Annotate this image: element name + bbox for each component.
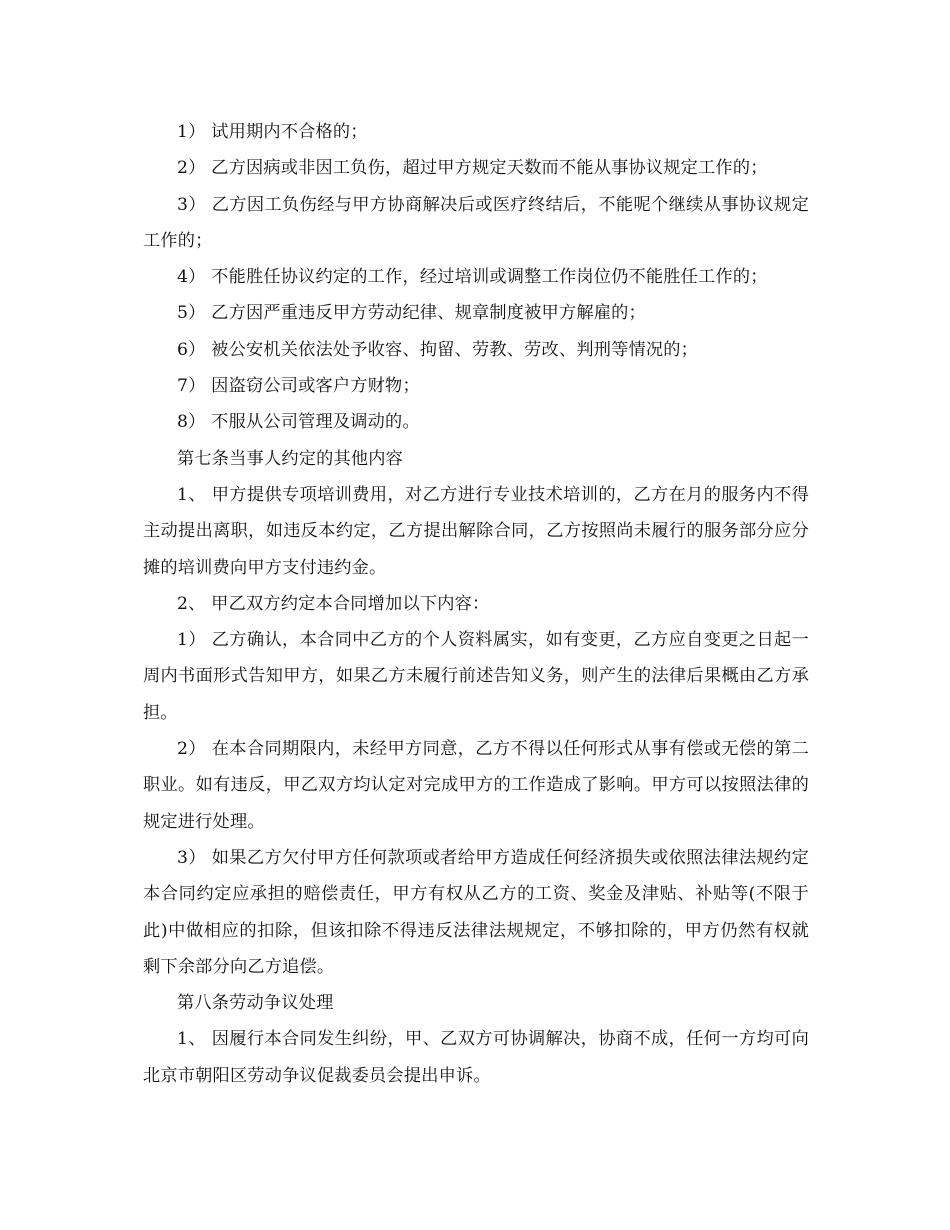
sub-clause-2-second-job: 2） 在本合同期限内，未经甲方同意，乙方不得以任何形式从事有偿或无偿的第二职业。如有违反，甲乙双方均认定对完成甲方的工作造成了影响。甲方可以按照法律的规定进行处理。 bbox=[143, 739, 809, 832]
list-item-8: 8） 不服从公司管理及调动的。 bbox=[177, 412, 420, 433]
section-heading-article-7: 第七条当事人约定的其他内容 bbox=[177, 448, 404, 469]
document-body bbox=[143, 114, 809, 1094]
section-heading-article-8: 第八条劳动争议处理 bbox=[177, 993, 334, 1014]
list-item-3: 3） 乙方因工负伤经与甲方协商解决后或医疗终结后，不能呢个继续从事协议规定工作的； bbox=[143, 194, 809, 251]
list-item-1: 1） 试用期内不合格的； bbox=[177, 122, 368, 142]
list-item-2: 2） 乙方因病或非因工负伤，超过甲方规定天数而不能从事协议规定工作的； bbox=[177, 158, 768, 179]
clause-1-training-fee: 1、 甲方提供专项培训费用，对乙方进行专业技术培训的，乙方在月的服务内不得主动提出离职，如违反本约定，乙方提出解除合同，乙方按照尚未履行的服务部分应分摊的培训费向甲方支付违约金。 bbox=[143, 484, 809, 578]
list-item-5: 5） 乙方因严重违反甲方劳动纪律、规章制度被甲方解雇的； bbox=[177, 303, 646, 324]
sub-clause-1-personal-info: 1） 乙方确认，本合同中乙方的个人资料属实，如有变更，乙方应自变更之日起一周内书面形式告知甲方，如果乙方未履行前述告知义务，则产生的法律后果概由乙方承担。 bbox=[143, 630, 809, 723]
clause-1-dispute: 1、 因履行本合同发生纠纷，甲、乙双方可协调解决，协商不成，任何一方均可向北京市朝阳区劳动争议促裁委员会提出申诉。 bbox=[143, 1029, 809, 1086]
list-item-7: 7） 因盗窃公司或客户方财物； bbox=[177, 376, 420, 397]
list-item-6: 6） 被公安机关依法处予收容、拘留、劳教、劳改、判刑等情况的； bbox=[177, 339, 699, 360]
sub-clause-3-deduction: 3） 如果乙方欠付甲方任何款项或者给甲方造成任何经济损失或依照法律法规约定本合同约定应承担的赔偿责任，甲方有权从乙方的工资、奖金及津贴、补贴等(不限于此)中做相应的扣除，但该扣除不得违反法律法规规定，不够扣除的，甲方仍然有权就剩下余部分向乙方追偿。 bbox=[143, 847, 809, 977]
clause-2-additional-terms: 2、 甲乙双方约定本合同增加以下内容： bbox=[177, 593, 490, 614]
list-item-4: 4） 不能胜任协议约定的工作，经过培训或调整工作岗位仍不能胜任工作的； bbox=[177, 267, 768, 288]
